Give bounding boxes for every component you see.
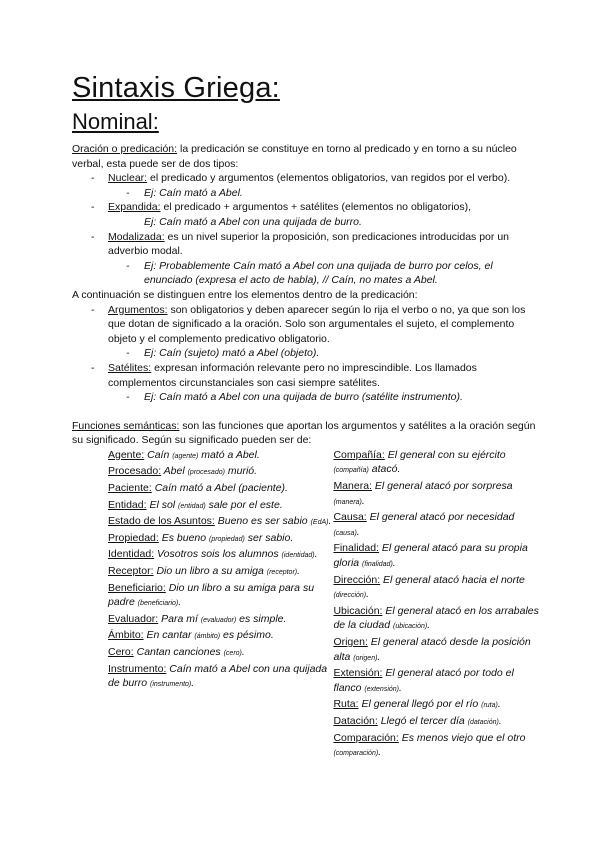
function-entry [108, 498, 333, 515]
list-item [72, 361, 542, 405]
function-entry [333, 714, 542, 731]
function-term: Paciente: [108, 482, 152, 495]
function-tag: (comparación) [333, 750, 379, 758]
type-text: el predicado + argumentos + satélites (elementos no obligatorios), [160, 201, 472, 214]
function-tag: (datación) [467, 718, 499, 726]
function-example-end: ser sabio. [244, 531, 294, 544]
function-entry [108, 531, 333, 548]
function-entry [108, 448, 333, 465]
function-example: Dio un libro a su amiga [153, 565, 267, 578]
function-term: Causa: [333, 511, 367, 524]
function-term: Procesado: [108, 465, 162, 478]
function-term: Identidad: [108, 548, 155, 561]
function-example: Caín mató a Abel con una quijada de burro [108, 662, 328, 690]
function-entry [333, 604, 542, 635]
elements-intro: A continuación se distinguen entre los elementos dentro de la predicación: [72, 288, 418, 301]
function-entry [333, 573, 542, 604]
function-entry [108, 481, 333, 498]
function-term: Finalidad: [333, 542, 379, 555]
function-example: Vosotros sois los alumnos [154, 548, 282, 561]
list-item [72, 303, 542, 361]
function-term: Receptor: [108, 565, 154, 578]
function-entry [108, 564, 333, 581]
function-example-end: . [328, 515, 332, 528]
elements-list [72, 303, 542, 405]
function-term: Beneficiario: [108, 581, 166, 594]
function-example-end: . [361, 494, 365, 507]
function-tag: (agente) [172, 452, 199, 460]
function-example: Es bueno [158, 531, 209, 544]
function-example: El general atacó por todo el flanco [333, 667, 514, 694]
function-example: En cantar [143, 629, 195, 642]
function-example-end: mató a Abel. [198, 448, 260, 461]
function-tag: (origen) [353, 654, 378, 662]
section-title: Nominal: [72, 109, 159, 134]
element-term: Satélites: [108, 361, 152, 374]
function-entry [333, 510, 542, 541]
function-term: Instrumento: [108, 662, 167, 675]
functions-intro [72, 419, 542, 448]
function-entry [108, 547, 333, 564]
function-example: El general atacó por sorpresa [371, 480, 513, 493]
function-tag: (compañía) [333, 467, 369, 475]
function-example-end: . [297, 565, 301, 578]
function-tag: (finalidad) [362, 561, 393, 569]
function-entry [333, 479, 542, 510]
function-example: Es menos viejo que el otro [398, 731, 526, 744]
type-text: es un nivel superior la proposición, son predicaciones introducidas por un adverbio modal. [108, 230, 509, 258]
functions-text: son las funciones que aportan los argumentos y satélites a la oración según su significado. Según su significado pueden ser de: [72, 419, 536, 447]
function-term: Compañía: [333, 448, 385, 461]
function-term: Ámbito: [108, 629, 144, 642]
function-example-end: sale por el este. [205, 498, 283, 511]
list-item [72, 230, 542, 288]
function-tag: (evaluador) [200, 616, 237, 624]
function-tag: (receptor) [266, 569, 298, 577]
function-example: Abel [161, 465, 188, 478]
list-item [72, 171, 542, 200]
function-entry [108, 645, 333, 662]
function-example-end: . [178, 596, 182, 609]
function-example-end: murió. [224, 465, 258, 478]
function-term: Estado de los Asuntos: [108, 515, 215, 528]
intro-paragraph [72, 142, 542, 171]
function-entry [333, 541, 542, 572]
function-example: El general atacó en los arrabales de la ciudad [333, 604, 539, 632]
function-term: Extensión: [333, 667, 383, 680]
function-example-end: atacó. [368, 463, 401, 476]
function-entry [333, 666, 542, 697]
functions-columns [108, 448, 542, 762]
function-tag: (cero) [223, 650, 242, 657]
function-tag: (ruta) [481, 702, 498, 710]
function-example-end: . [427, 619, 431, 632]
function-example-end: es simple. [236, 612, 287, 625]
function-example: Dio un libro a su amiga para su padre [108, 581, 315, 609]
types-list [72, 171, 542, 288]
function-entry [333, 448, 542, 479]
element-text: expresan información relevante pero no imprescindible. Los llamados complementos circunstanciales son casi siempre satélites. [108, 361, 477, 389]
function-entry [333, 697, 542, 714]
example: - Ej: Caín (sujeto) mató a Abel (objeto). [108, 346, 542, 361]
function-example-end: . [498, 714, 502, 727]
function-tag: (entidad) [178, 502, 206, 510]
function-tag: (identidad) [281, 552, 315, 560]
function-example: El general atacó para su propia gloria [333, 542, 528, 570]
function-tag: (extensión) [364, 685, 400, 693]
function-term: Dirección: [333, 573, 381, 586]
function-entry [108, 612, 333, 629]
function-example: Bueno es ser sabio [214, 515, 311, 528]
example: - Ej: Caín mató a Abel con una quijada de burro (satélite instrumento). [108, 390, 542, 405]
function-example-end: . [314, 548, 318, 561]
function-term: Origen: [333, 636, 368, 648]
function-tag: (instrumento) [150, 681, 192, 689]
function-example-end: . [399, 681, 402, 694]
function-tag: (dirección) [333, 592, 367, 600]
element-term: Argumentos: [108, 303, 168, 316]
function-example-end: . [378, 746, 382, 759]
function-example: El sol [146, 498, 179, 511]
function-example-end: . [377, 650, 381, 663]
function-entry [108, 581, 333, 612]
function-example-end: . [392, 557, 396, 570]
function-example-end: . [241, 646, 245, 658]
function-term: Cero: [108, 646, 134, 658]
function-example-end: . [497, 698, 501, 711]
intro-text: la predicación se constituye en torno al predicado y en torno a su núcleo verbal, esta puede ser de dos tipos: [72, 143, 517, 170]
function-example-end: es pésimo. [220, 629, 274, 642]
function-example: Caín mató a Abel (paciente). [151, 482, 288, 495]
function-example-end: . [366, 588, 370, 601]
intro-term: Oración o predicación: [72, 143, 178, 155]
function-entry [108, 514, 333, 531]
function-term: Comparación: [333, 731, 399, 744]
function-term: Agente: [108, 448, 145, 461]
function-tag: (EdA) [310, 519, 329, 527]
element-text: son obligatorios y deben aparecer según lo rija el verbo o no, ya que son los que dotan de significado a la oración. Solo son argumentales el sujeto, el complemento objeto y el complemento predicativo obligatorio. [108, 303, 526, 345]
functions-term: Funciones semánticas: [72, 419, 180, 432]
function-tag: (beneficiario) [137, 600, 179, 608]
function-example: El general atacó hacia el norte [380, 573, 525, 586]
function-entry [333, 731, 542, 762]
type-text: el predicado y argumentos (elementos obligatorios, van regidos por el verbo). [147, 172, 511, 185]
function-term: Evaluador: [108, 612, 159, 625]
function-tag: (procesado) [187, 469, 225, 477]
example: - Ej: Caín mató a Abel. [108, 186, 542, 201]
function-tag: (propiedad) [209, 535, 245, 543]
type-term: Expandida: [108, 201, 161, 214]
function-term: Manera: [333, 480, 372, 493]
function-term: Ubicación: [333, 604, 383, 617]
page-title: Sintaxis Griega: [72, 72, 280, 104]
functions-left-column [108, 448, 333, 762]
function-example: Cantan canciones [133, 646, 224, 658]
function-term: Propiedad: [108, 531, 159, 544]
function-entry [108, 464, 333, 481]
function-term: Datación: [333, 714, 378, 727]
function-example: Caín [144, 448, 173, 461]
list-item [72, 200, 542, 229]
function-example: Llegó el tercer día [377, 714, 468, 727]
function-example: El general atacó por necesidad [366, 511, 515, 524]
function-term: Entidad: [108, 498, 147, 511]
document-page [72, 70, 542, 762]
functions-right-column [333, 448, 542, 762]
function-example: El general atacó desde la posición alta [333, 636, 531, 663]
function-example-end: . [191, 677, 195, 690]
example: Ej: Caín mató a Abel con una quijada de burro. [144, 215, 362, 228]
function-entry [108, 662, 333, 693]
function-tag: (manera) [333, 498, 362, 506]
function-example: Para mí [158, 612, 201, 625]
function-term: Ruta: [333, 698, 359, 711]
function-example: El general llegó por el río [358, 698, 482, 711]
function-tag: (causa) [333, 529, 357, 537]
function-example: El general con su ejército [384, 448, 506, 461]
type-term: Modalizada: [108, 230, 165, 243]
function-tag: (ámbito) [194, 633, 221, 641]
example: - Ej: Probablemente Caín mató a Abel con una quijada de burro por celos, el enunciado (expresa el acto de habla), // Caín, no mates a Abel. [108, 259, 542, 288]
function-entry [108, 628, 333, 645]
function-entry [333, 635, 542, 666]
type-term: Nuclear: [108, 172, 148, 185]
function-example-end: . [356, 525, 360, 538]
function-tag: (ubicación) [392, 623, 428, 631]
